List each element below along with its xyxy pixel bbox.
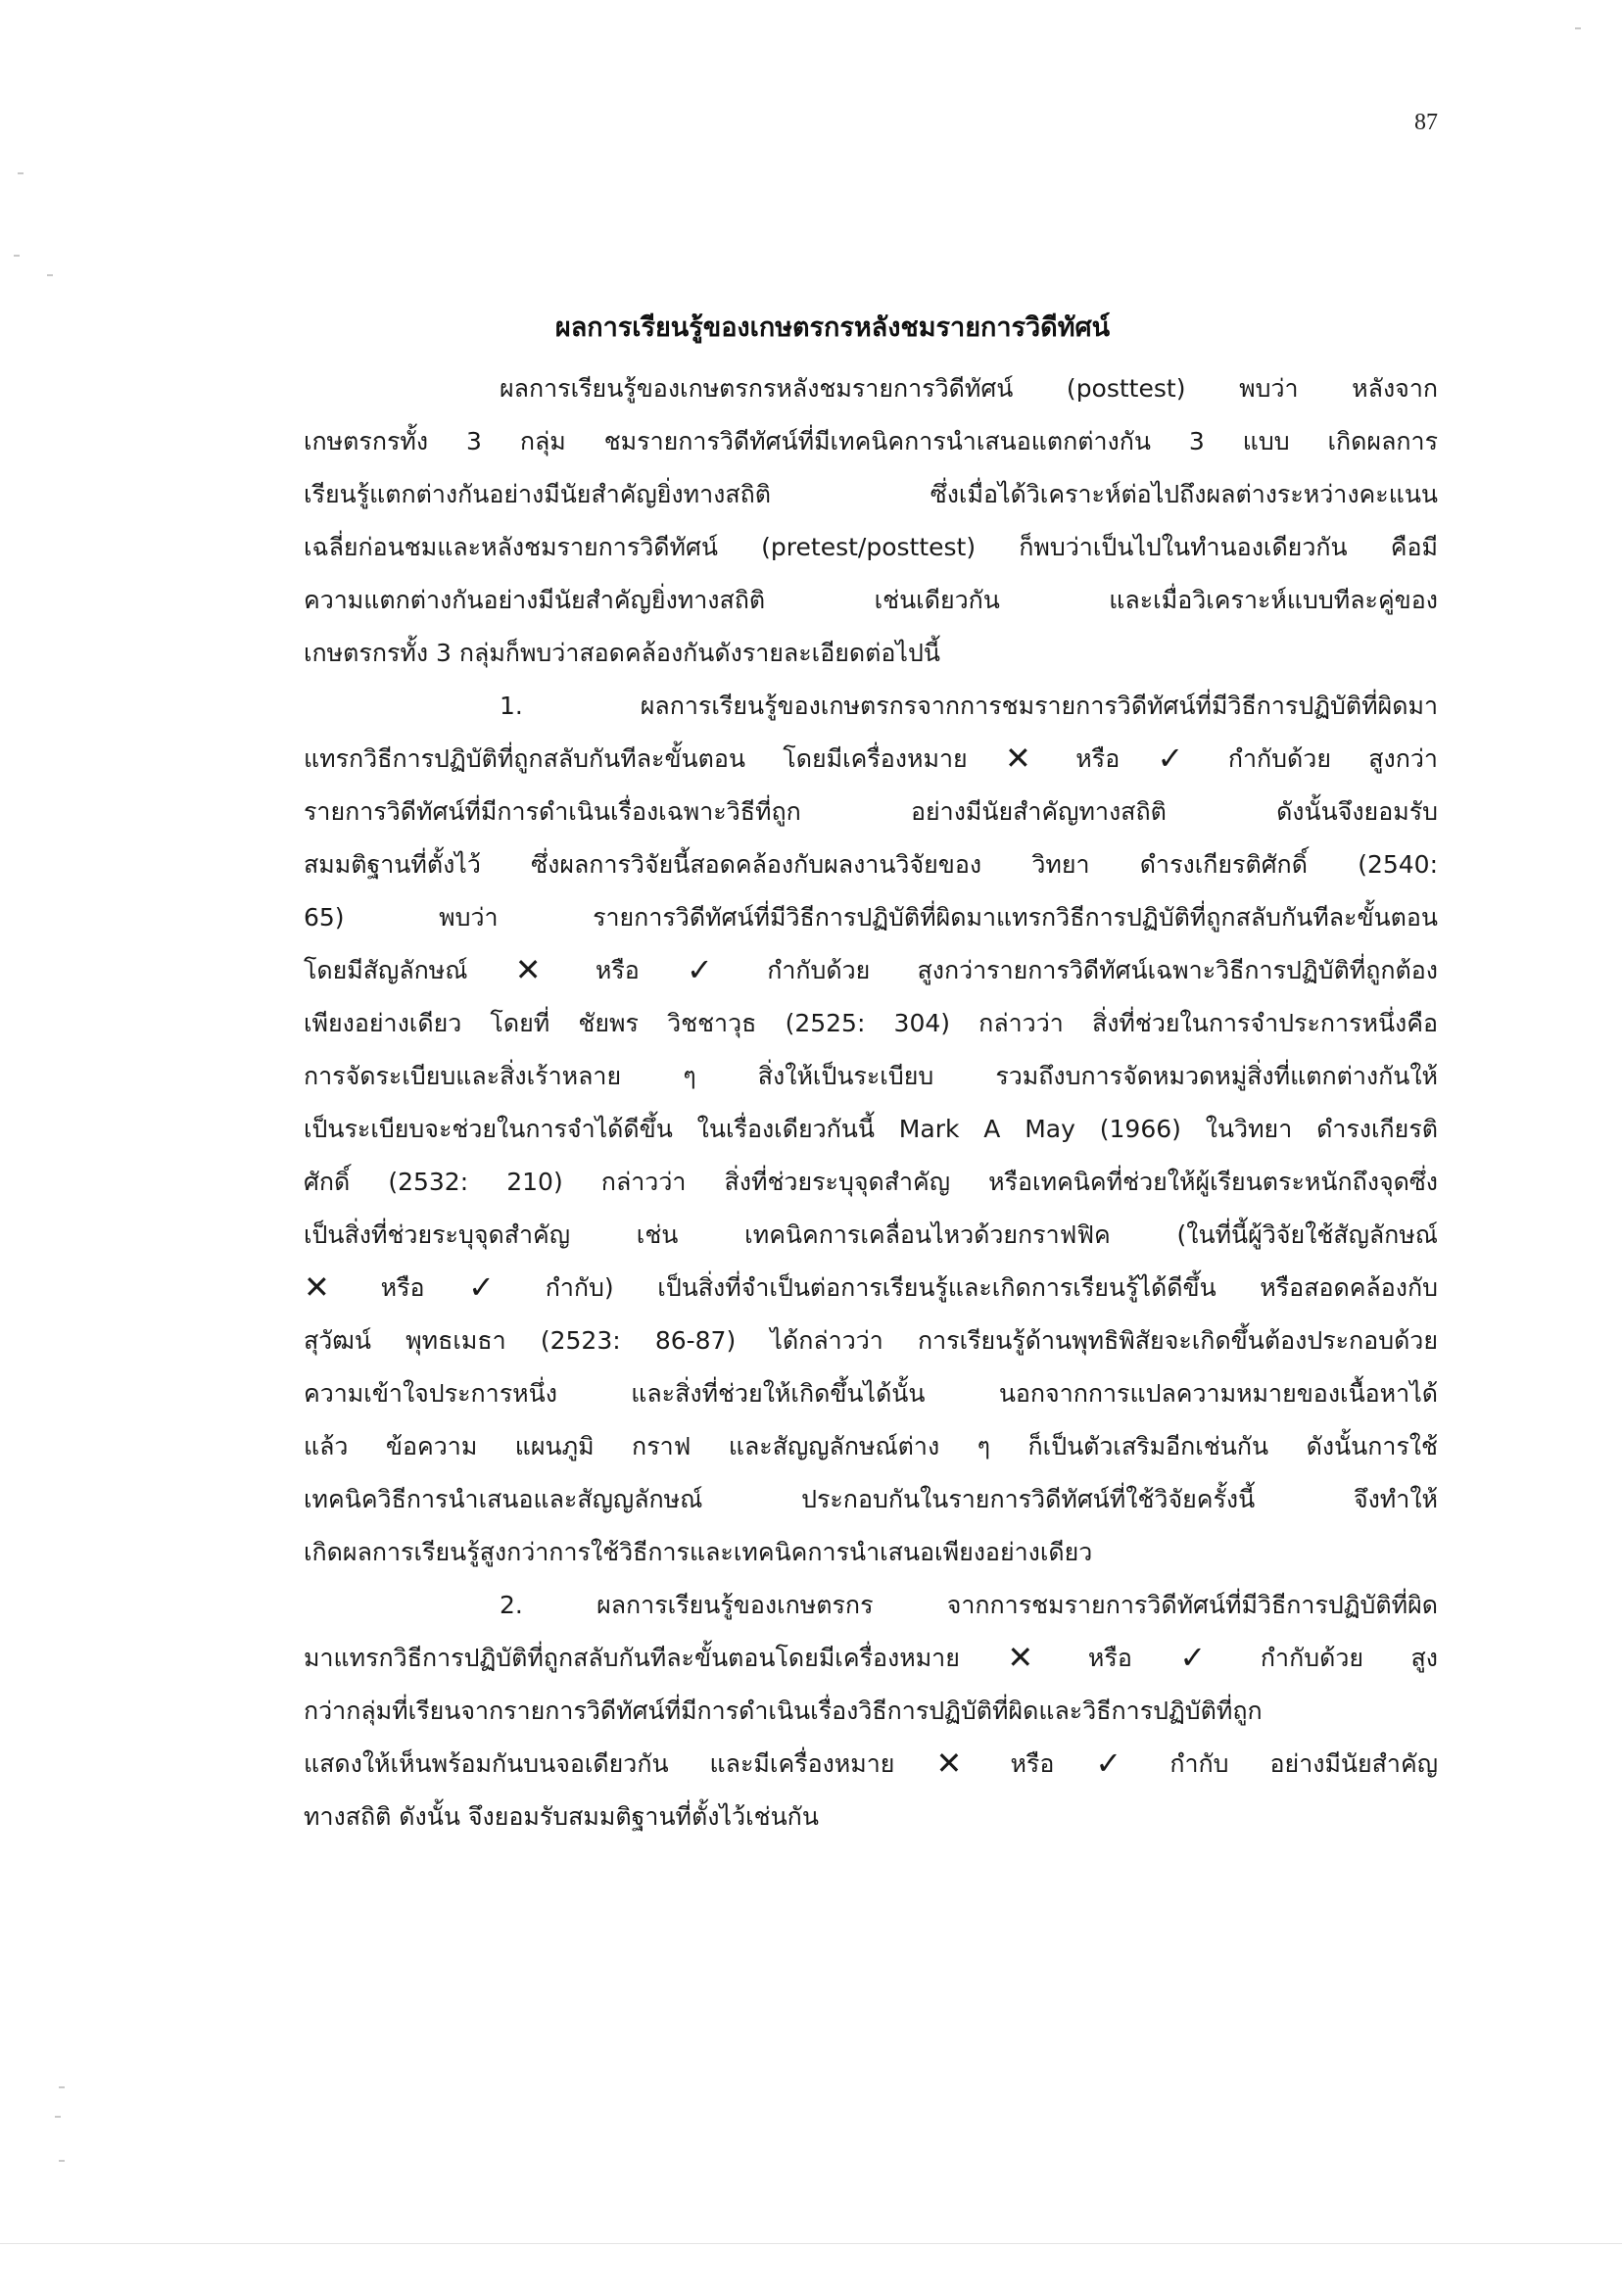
text-line: เฉลี่ยก่อนชมและหลังชมรายการวิดีทัศน์ (pretest/posttest) ก็พบว่าเป็นไปในทำนองเดียวกัน คือมี	[304, 533, 1438, 561]
scan-speck	[18, 172, 24, 174]
text-line: เกษตรกรทั้ง 3 กลุ่ม ชมรายการวิดีทัศน์ที่มีเทคนิคการนำเสนอแตกต่างกัน 3 แบบ เกิดผลการ	[304, 427, 1438, 455]
text-line	[304, 1738, 1438, 1791]
text-segment: หรือ	[1037, 744, 1158, 773]
text-line: เทคนิควิธีการนำเสนอและสัญญลักษณ์ ประกอบกันในรายการวิดีทัศน์ที่ใช้วิจัยครั้งนี้ จึงทำให้	[304, 1485, 1438, 1513]
check-mark-icon: ✓	[1095, 1745, 1122, 1782]
text-line	[304, 1632, 1438, 1685]
text-line: เกษตรกรทั้ง 3 กลุ่มก็พบว่าสอดคล้องกันดังรายละเอียดต่อไปนี้	[304, 639, 940, 667]
text-line: แล้ว ข้อความ แผนภูมิ กราฟ และสัญญลักษณ์ต่าง ๆ ก็เป็นตัวเสริมอีกเช่นกัน ดังนั้นการใช้	[304, 1432, 1438, 1460]
section-heading: ผลการเรียนรู้ของเกษตรกรหลังชมรายการวิดีทัศน์	[554, 312, 1111, 343]
text-segment: หรือ	[1040, 1644, 1180, 1672]
text-segment: กำกับ อย่างมีนัยสำคัญ	[1128, 1749, 1438, 1778]
text-segment: แทรกวิธีการปฏิบัติที่ถูกสลับกันทีละขั้นตอน โดยมีเครื่องหมาย	[304, 744, 1005, 773]
scan-speck	[59, 2160, 65, 2162]
text-line: รายการวิดีทัศน์ที่มีการดำเนินเรื่องเฉพาะวิธีที่ถูก อย่างมีนัยสำคัญทางสถิติ ดังนั้นจึงยอมรับ	[304, 797, 1438, 826]
text-segment: กำกับด้วย สูงกว่ารายการวิดีทัศน์เฉพาะวิธีการปฏิบัติที่ถูกต้อง	[720, 956, 1438, 984]
text-line: ศักดิ์ (2532: 210) กล่าวว่า สิ่งที่ช่วยระบุจุดสำคัญ หรือเทคนิคที่ช่วยให้ผู้เรียนตระหนักถึงจุดซึ่ง	[304, 1168, 1438, 1196]
scan-speck	[55, 2116, 61, 2118]
check-mark-icon: ✓	[1179, 1639, 1207, 1676]
text-segment: โดยมีสัญลักษณ์	[304, 956, 515, 984]
scan-speck	[47, 274, 53, 276]
cross-mark-icon: ✕	[304, 1268, 330, 1306]
text-segment: หรือ	[969, 1749, 1096, 1778]
text-line	[304, 1262, 1438, 1315]
check-mark-icon: ✓	[687, 951, 713, 988]
scan-speck	[14, 255, 20, 257]
text-line: การจัดระเบียบและสิ่งเร้าหลาย ๆ สิ่งให้เป็นระเบียบ รวมถึงบการจัดหมวดหมู่สิ่งที่แตกต่างกันให้	[304, 1062, 1438, 1090]
text-line: ทางสถิติ ดังนั้น จึงยอมรับสมมติฐานที่ตั้งไว้เช่นกัน	[304, 1802, 819, 1831]
text-line	[304, 944, 1438, 997]
scan-speck	[1575, 27, 1581, 29]
text-line: ผลการเรียนรู้ของเกษตรกรหลังชมรายการวิดีทัศน์ (posttest) พบว่า หลังจาก	[500, 374, 1438, 403]
text-line: เพียงอย่างเดียว โดยที่ ชัยพร วิชชาวุธ (2525: 304) กล่าวว่า สิ่งที่ช่วยในการจำประการหนึ่งคือ	[304, 1009, 1438, 1037]
text-line: สุวัฒน์ พุทธเมธา (2523: 86-87) ได้กล่าวว่า การเรียนรู้ด้านพุทธิพิสัยจะเกิดขึ้นต้องประกอบด้วย	[304, 1326, 1438, 1355]
text-line: 1. ผลการเรียนรู้ของเกษตรกรจากการชมรายการวิดีทัศน์ที่มีวิธีการปฏิบัติที่ผิดมา	[500, 692, 1438, 720]
check-mark-icon: ✓	[468, 1268, 495, 1306]
scan-speck	[59, 2086, 65, 2088]
text-line: เรียนรู้แตกต่างกันอย่างมีนัยสำคัญยิ่งทางสถิติ ซึ่งเมื่อได้วิเคราะห์ต่อไปถึงผลต่างระหว่างคะแนน	[304, 480, 1438, 508]
body-text	[304, 362, 1438, 1843]
text-line: 2. ผลการเรียนรู้ของเกษตรกร จากการชมรายการวิดีทัศน์ที่มีวิธีการปฏิบัติที่ผิด	[500, 1591, 1438, 1619]
text-segment: กำกับด้วย สูง	[1213, 1644, 1438, 1672]
text-line: ความแตกต่างกันอย่างมีนัยสำคัญยิ่งทางสถิติ เช่นเดียวกัน และเมื่อวิเคราะห์แบบทีละคู่ของ	[304, 586, 1438, 614]
text-line: เกิดผลการเรียนรู้สูงกว่าการใช้วิธีการและเทคนิคการนำเสนอเพียงอย่างเดียว	[304, 1538, 1093, 1566]
text-segment: แสดงให้เห็นพร้อมกันบนจอเดียวกัน และมีเครื่องหมาย	[304, 1749, 936, 1778]
text-line: ความเข้าใจประการหนึ่ง และสิ่งที่ช่วยให้เกิดขึ้นได้นั้น นอกจากการแปลความหมายของเนื้อหาได้	[304, 1379, 1438, 1408]
cross-mark-icon: ✕	[935, 1745, 963, 1782]
check-mark-icon: ✓	[1157, 740, 1184, 777]
text-line: สมมติฐานที่ตั้งไว้ ซึ่งผลการวิจัยนี้สอดคล้องกับผลงานวิจัยของ วิทยา ดำรงเกียรติศักดิ์ (2540:	[304, 850, 1438, 879]
cross-mark-icon: ✕	[1004, 740, 1031, 777]
text-segment: หรือ	[337, 1273, 469, 1302]
page-number: 87	[1414, 110, 1438, 135]
text-segment: กำกับ) เป็นสิ่งที่จำเป็นต่อการเรียนรู้และเกิดการเรียนรู้ได้ดีขึ้น หรือสอดคล้องกับ	[501, 1273, 1438, 1302]
cross-mark-icon: ✕	[1007, 1639, 1034, 1676]
text-line	[304, 733, 1438, 786]
text-line: เป็นระเบียบจะช่วยในการจำได้ดีขึ้น ในเรื่องเดียวกันนี้ Mark A May (1966) ในวิทยา ดำรงเกียรติ	[304, 1115, 1438, 1143]
text-line: 65) พบว่า รายการวิดีทัศน์ที่มีวิธีการปฏิบัติที่ผิดมาแทรกวิธีการปฏิบัติที่ถูกสลับกันทีละขั้นตอน	[304, 903, 1438, 932]
cross-mark-icon: ✕	[514, 951, 542, 988]
scan-edge	[0, 2243, 1622, 2244]
text-segment: มาแทรกวิธีการปฏิบัติที่ถูกสลับกันทีละขั้นตอนโดยมีเครื่องหมาย	[304, 1644, 1008, 1672]
text-segment: กำกับด้วย สูงกว่า	[1190, 744, 1438, 773]
text-line: กว่ากลุ่มที่เรียนจากรายการวิดีทัศน์ที่มีการดำเนินเรื่องวิธีการปฏิบัติที่ผิดและวิธีการปฏิบัติที่ถูก	[304, 1697, 1263, 1725]
text-line: เป็นสิ่งที่ช่วยระบุจุดสำคัญ เช่น เทคนิคการเคลื่อนไหวด้วยกราฟฟิค (ในที่นี้ผู้วิจัยใช้สัญลักษณ์	[304, 1220, 1438, 1249]
text-segment: หรือ	[548, 956, 687, 984]
